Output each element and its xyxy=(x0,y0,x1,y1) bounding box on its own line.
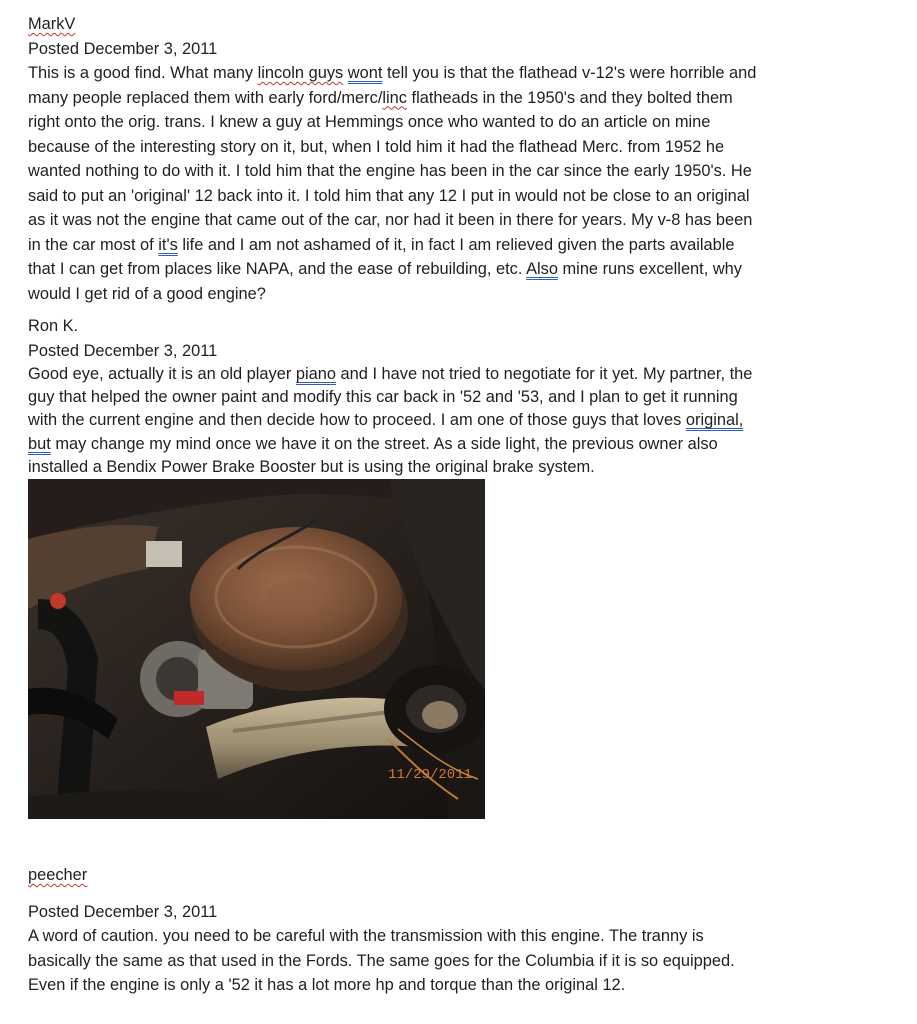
post-line: Good eye, actually it is an old player piano and I have not tried to negotiate for it yet. My partner, the xyxy=(28,365,753,383)
post-line: as it was not the engine that came out of the car, nor had it been in there for years. My v-8 has been xyxy=(28,211,753,229)
post-body xyxy=(28,924,903,998)
post-body xyxy=(28,363,903,479)
post-line: basically the same as that used in the Fords. The same goes for the Columbia if it is so equipped. xyxy=(28,951,735,970)
post-line: installed a Bendix Power Brake Booster but is using the original brake system. xyxy=(28,457,595,476)
post-line: guy that helped the owner paint and modify this car back in '52 and '53, and I plan to get it running xyxy=(28,388,738,407)
spelling-error[interactable]: lincoln guys xyxy=(257,64,344,82)
grammar-flag[interactable]: wont xyxy=(347,64,383,82)
post-line: wanted nothing to do with it. I told him that the engine has been in the car since the early 1950's. He xyxy=(28,162,752,180)
post-peecher xyxy=(28,863,903,998)
post-author[interactable]: Ron K. xyxy=(28,317,79,335)
post-markv xyxy=(28,12,903,306)
grammar-flag[interactable]: but xyxy=(28,434,51,453)
grammar-flag[interactable]: Also xyxy=(526,260,558,278)
post-line: with the current engine and then decide how to proceed. I am one of those guys that loves original, xyxy=(28,411,744,430)
post-line: in the car most of it's life and I am not ashamed of it, in fact I am relieved given the parts available xyxy=(28,235,735,254)
post-line: that I can get from places like NAPA, and the ease of rebuilding, etc. Also mine runs excellent, why xyxy=(28,260,742,278)
post-line: because of the interesting story on it, but, when I told him it had the flathead Merc. from 1952 he xyxy=(28,137,725,156)
post-author[interactable]: MarkV xyxy=(28,15,76,33)
post-line: said to put an 'original' 12 back into it. I told him that any 12 I put in would not be close to an original xyxy=(28,186,750,205)
post-line: Even if the engine is only a '52 it has a lot more hp and torque than the original 12. xyxy=(28,976,626,995)
post-line: A word of caution. you need to be careful with the transmission with this engine. The tranny is xyxy=(28,927,704,946)
engine-photo[interactable] xyxy=(28,479,485,819)
spelling-error[interactable]: linc xyxy=(382,88,407,107)
photo-date-stamp: 11/29/2011 xyxy=(388,767,473,784)
post-date: Posted December 3, 2011 xyxy=(28,341,218,360)
post-line: right onto the orig. trans. I knew a guy at Hemmings once who wanted to do an article on mine xyxy=(28,113,711,131)
post-date: Posted December 3, 2011 xyxy=(28,39,218,58)
post-ron-k xyxy=(28,314,903,819)
forum-thread xyxy=(28,12,903,998)
post-line: This is a good find. What many lincoln guys wont tell you is that the flathead v-12's were horrible and xyxy=(28,64,757,82)
grammar-flag[interactable]: it's xyxy=(158,235,178,254)
post-line: would I get rid of a good engine? xyxy=(28,284,266,303)
grammar-flag[interactable]: original, xyxy=(685,411,744,430)
post-date: Posted December 3, 2011 xyxy=(28,902,218,921)
post-line: many people replaced them with early ford/merc/linc flatheads in the 1950's and they bolted them xyxy=(28,88,733,107)
post-author[interactable]: peecher xyxy=(28,866,88,885)
post-body xyxy=(28,61,903,306)
post-line: but may change my mind once we have it on the street. As a side light, the previous owner also xyxy=(28,434,718,453)
grammar-flag[interactable]: piano xyxy=(295,365,336,383)
